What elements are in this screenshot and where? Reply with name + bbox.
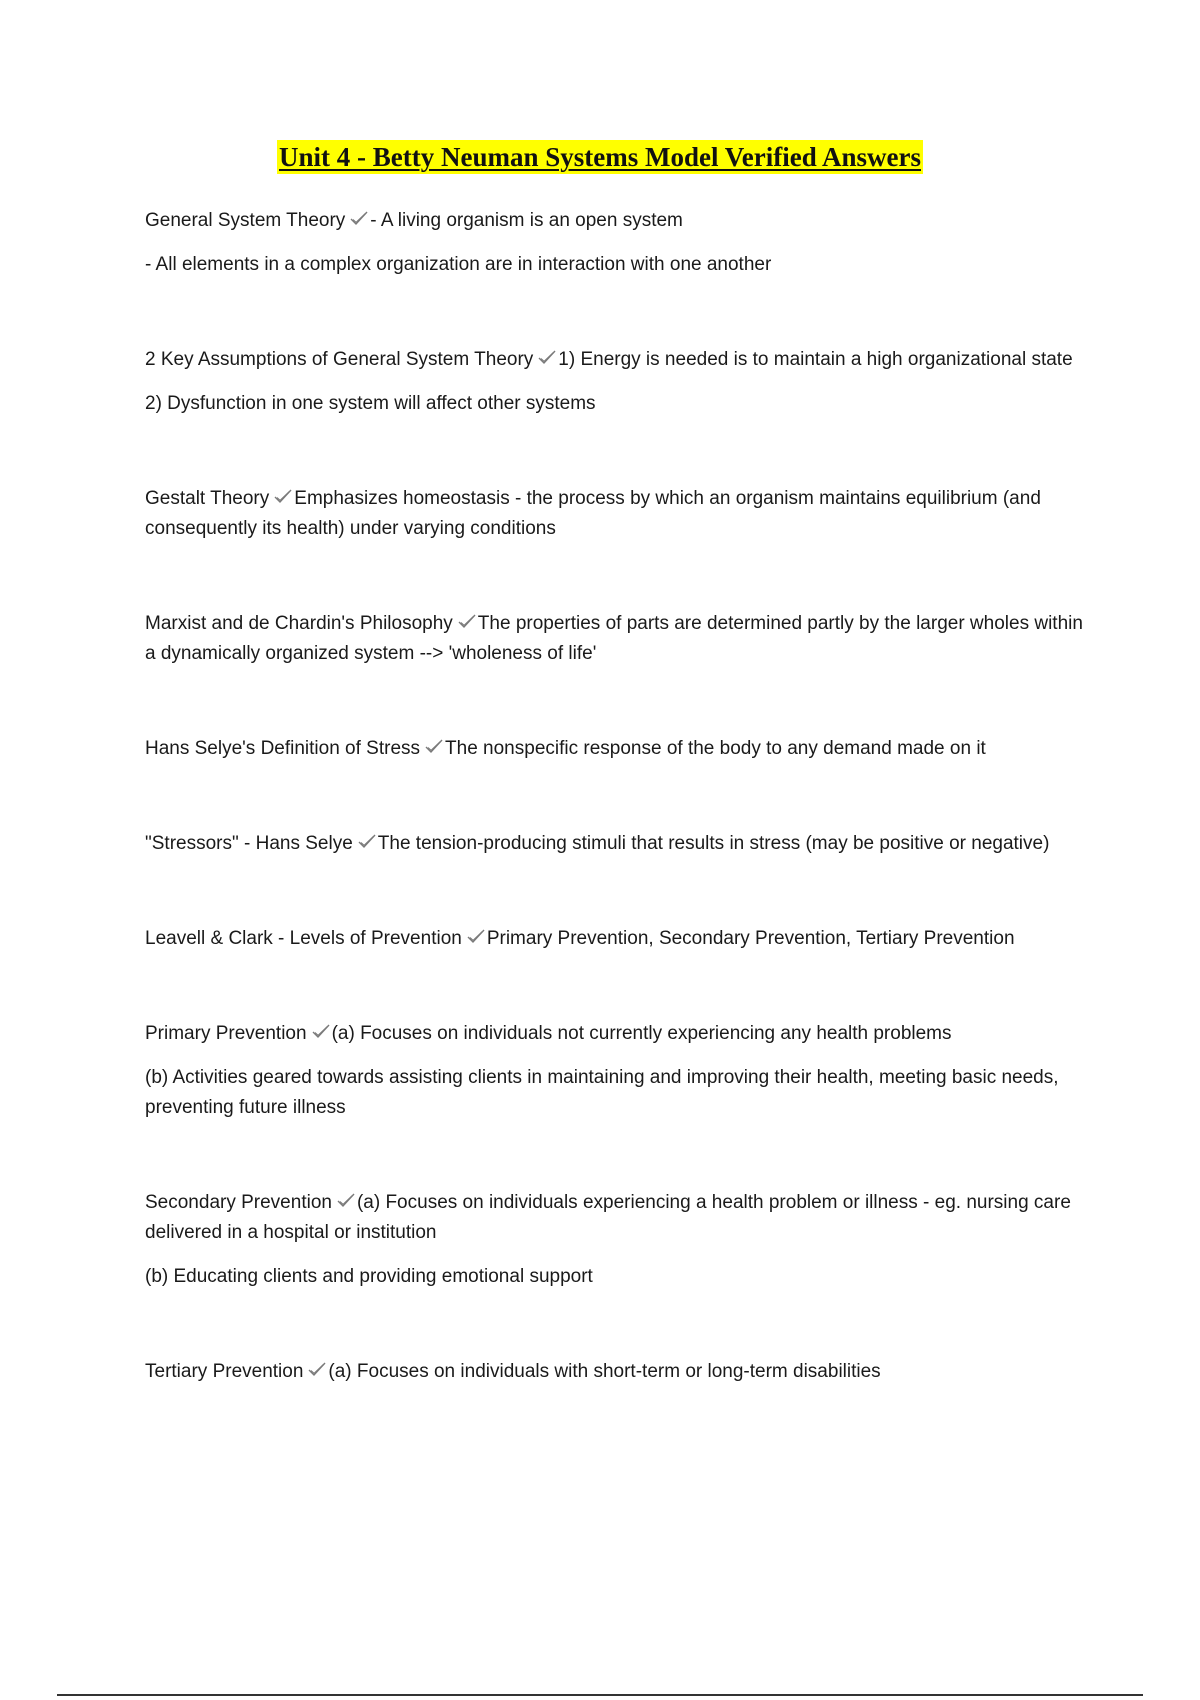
entry-answer-continuation: (b) Activities geared towards assisting clients in maintaining and improving their health, meeting basic needs, preventing future illness <box>145 1067 1059 1118</box>
footer-divider <box>57 1694 1143 1696</box>
entry-term: 2 Key Assumptions of General System Theory <box>145 349 534 370</box>
checkmark-icon <box>457 613 477 631</box>
entry-answer-continuation: 2) Dysfunction in one system will affect other systems <box>145 393 596 414</box>
entry-term: Hans Selye's Definition of Stress <box>145 738 421 759</box>
qa-entry-line <box>145 1357 1085 1387</box>
qa-entry-line <box>145 609 1085 669</box>
entry-answer: (a) Focuses on individuals with short-term or long-term disabilities <box>328 1361 881 1382</box>
qa-entry <box>145 1019 1085 1123</box>
entry-answer: Emphasizes homeostasis - the process by which an organism maintains equilibrium (and consequently its health) under varying conditions <box>145 488 1041 539</box>
qa-entry <box>145 345 1085 419</box>
qa-entry <box>145 1188 1085 1292</box>
entry-answer: (a) Focuses on individuals experiencing a health problem or illness - eg. nursing care delivered in a hospital or institution <box>145 1192 1071 1243</box>
checkmark-icon <box>357 833 377 851</box>
qa-entry-line <box>145 734 1085 764</box>
qa-entry <box>145 734 1085 764</box>
entry-answer: - A living organism is an open system <box>370 210 683 231</box>
checkmark-icon <box>273 488 293 506</box>
qa-entry <box>145 829 1085 859</box>
entry-term: Primary Prevention <box>145 1023 307 1044</box>
entry-answer: The tension-producing stimuli that results in stress (may be positive or negative) <box>377 833 1050 854</box>
entry-term: Tertiary Prevention <box>145 1361 304 1382</box>
checkmark-icon <box>424 738 444 756</box>
title-wrap <box>0 140 1200 174</box>
qa-entry <box>145 924 1085 954</box>
qa-entry-line <box>145 1019 1085 1049</box>
qa-entry-line <box>145 924 1085 954</box>
checkmark-icon <box>537 349 557 367</box>
entry-answer: (a) Focuses on individuals not currently experiencing any health problems <box>331 1023 952 1044</box>
entry-answer: The nonspecific response of the body to any demand made on it <box>445 738 986 759</box>
entry-answer: The properties of parts are determined partly by the larger wholes within a dynamically organized system --> 'wholeness of life' <box>145 613 1083 664</box>
entry-term: Secondary Prevention <box>145 1192 332 1213</box>
checkmark-icon <box>466 928 486 946</box>
checkmark-icon <box>349 210 369 228</box>
entry-answer: Primary Prevention, Secondary Prevention, Tertiary Prevention <box>486 928 1015 949</box>
qa-entries <box>145 206 1085 1452</box>
qa-entry <box>145 484 1085 544</box>
entry-answer: 1) Energy is needed is to maintain a high organizational state <box>558 349 1073 370</box>
checkmark-icon <box>336 1192 356 1210</box>
qa-entry-line <box>145 345 1085 375</box>
qa-entry <box>145 206 1085 280</box>
entry-term: Leavell & Clark - Levels of Prevention <box>145 928 462 949</box>
checkmark-icon <box>307 1361 327 1379</box>
qa-entry <box>145 609 1085 669</box>
qa-entry-line <box>145 206 1085 236</box>
entry-term: Gestalt Theory <box>145 488 270 509</box>
qa-entry-line <box>145 829 1085 859</box>
entry-answer-continuation: (b) Educating clients and providing emotional support <box>145 1266 593 1287</box>
entry-term: Marxist and de Chardin's Philosophy <box>145 613 453 634</box>
entry-term: General System Theory <box>145 210 346 231</box>
checkmark-icon <box>311 1023 331 1041</box>
document-title: Unit 4 - Betty Neuman Systems Model Verified Answers <box>279 142 921 172</box>
qa-entry-line <box>145 484 1085 544</box>
entry-term: "Stressors" - Hans Selye <box>145 833 353 854</box>
qa-entry-line <box>145 1188 1085 1248</box>
entry-answer-continuation: - All elements in a complex organization are in interaction with one another <box>145 254 772 275</box>
qa-entry <box>145 1357 1085 1387</box>
